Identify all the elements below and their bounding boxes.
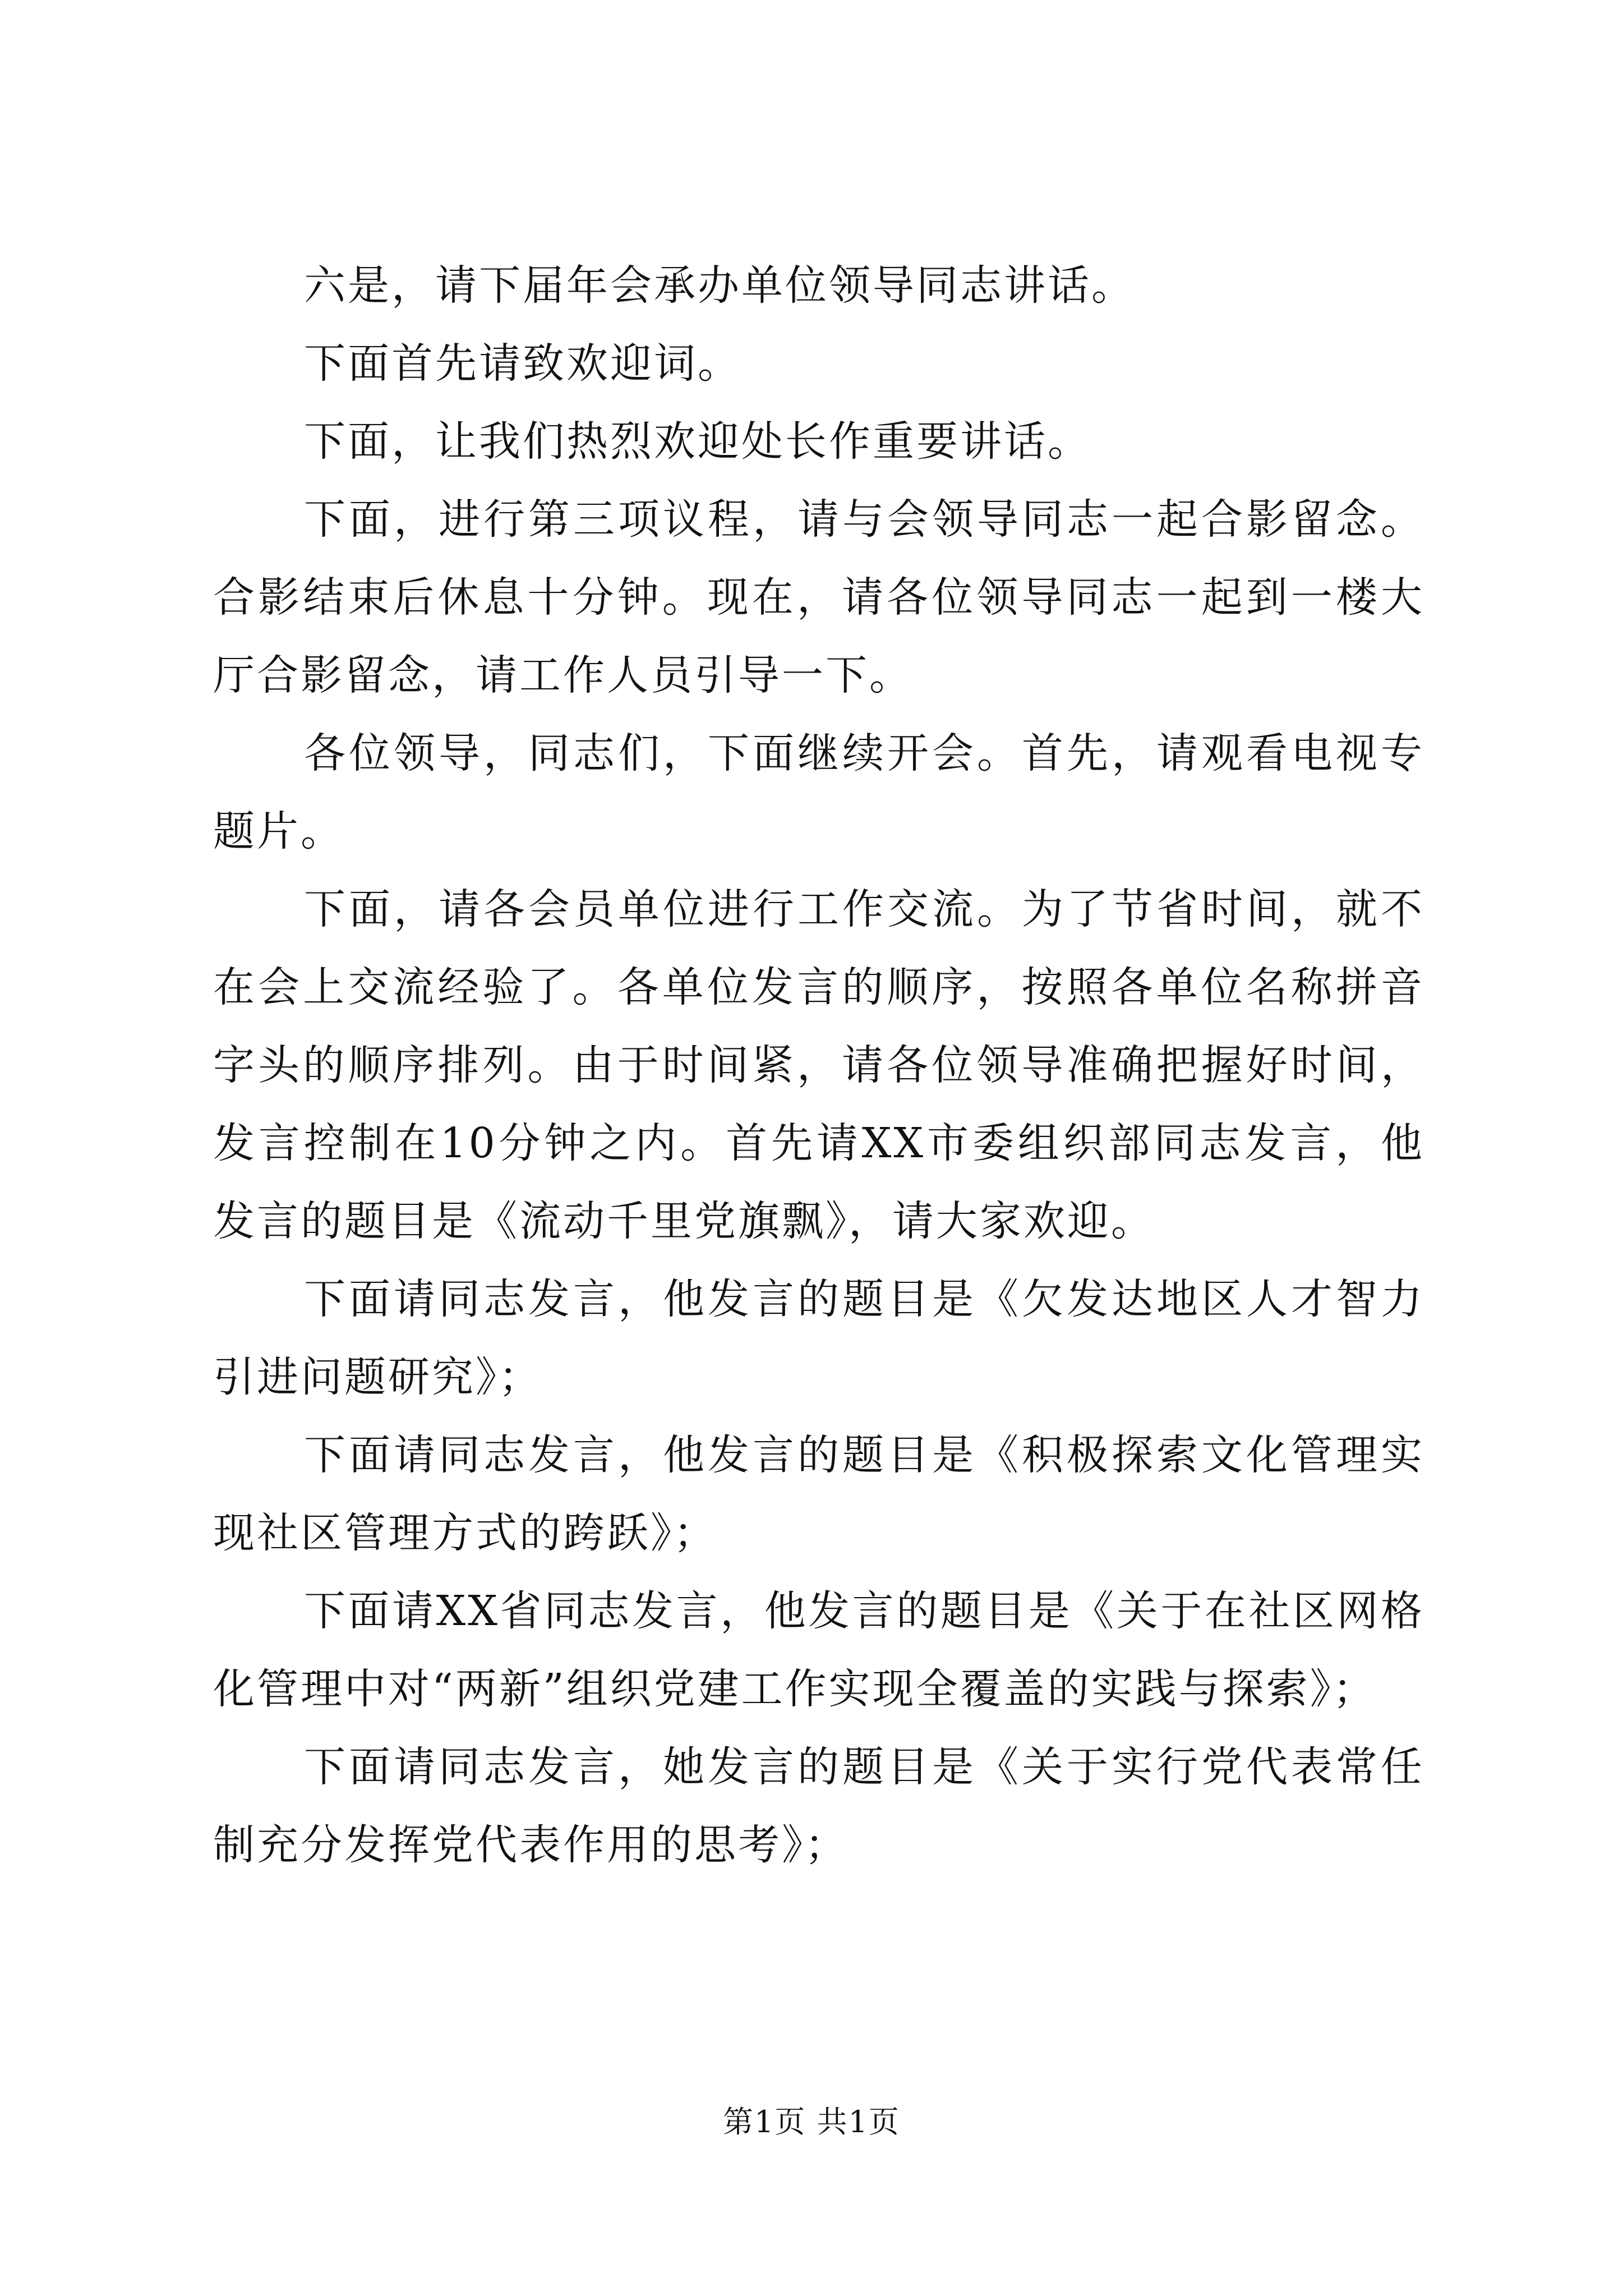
paragraph-6: 下面，请各会员单位进行工作交流。为了节省时间，就不在会上交流经验了。各单位发言的顺序，按照各单位名称拼音字头的顺序排列。由于时间紧，请各位领导准确把握好时间，发言控制在10分钟之内。首先请XX市委组织部同志发言，他发言的题目是《流动千里党旗飘》，请大家欢迎。 — [213, 885, 1424, 1245]
paragraph-1: 六是，请下届年会承办单位领导同志讲话。 — [304, 261, 1135, 310]
paragraph-2: 下面首先请致欢迎词。 — [304, 339, 741, 388]
paragraph-10: 下面请同志发言，她发言的题目是《关于实行党代表常任制充分发挥党代表作用的思考》； — [213, 1743, 1424, 1869]
page-footer: 第1页 共1页 — [723, 2104, 900, 2139]
paragraph-8: 下面请同志发言，他发言的题目是《积极探索文化管理实现社区管理方式的跨跃》； — [213, 1431, 1424, 1557]
paragraph-5: 各位领导，同志们，下面继续开会。首先，请观看电视专题片。 — [213, 729, 1424, 855]
paragraph-4: 下面，进行第三项议程，请与会领导同志一起合影留念。合影结束后休息十分钟。现在，请各位领导同志一起到一楼大厅合影留念，请工作人员引导一下。 — [213, 495, 1424, 700]
paragraph-9: 下面请XX省同志发言，他发言的题目是《关于在社区网格化管理中对“两新”组织党建工作实现全覆盖的实践与探索》； — [213, 1587, 1424, 1713]
paragraph-3: 下面，让我们热烈欢迎处长作重要讲话。 — [304, 417, 1091, 466]
paragraph-7: 下面请同志发言，他发言的题目是《欠发达地区人才智力引进问题研究》； — [213, 1275, 1424, 1401]
document-body — [213, 247, 1424, 1884]
